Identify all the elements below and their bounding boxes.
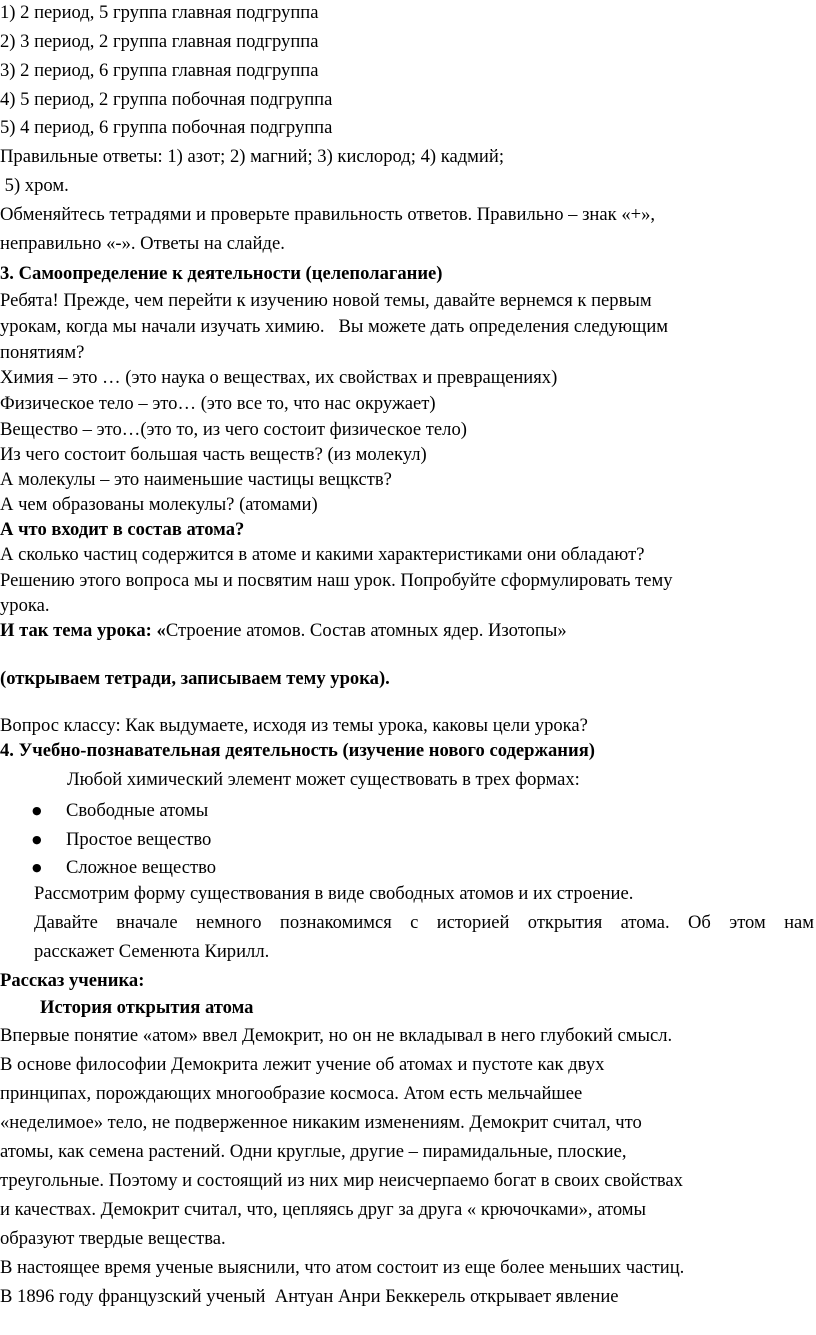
story-line-5: атомы, как семена растений. Одни круглые, другие – пирамидальные, плоские,: [0, 1141, 627, 1162]
atom-question: А что входит в состав атома?: [0, 519, 245, 540]
story-line-1: Впервые понятие «атом» ввел Демокрит, но он не вкладывал в него глубокий смысл.: [0, 1025, 673, 1046]
qa-line-2: Физическое тело – это… (это все то, что нас окружает): [0, 393, 436, 414]
bullet-icon: ●: [32, 833, 42, 846]
correct-answers-line-1: Правильные ответы: 1) азот; 2) магний; 3) кислород; 4) кадмий;: [0, 146, 505, 167]
correct-answers-line-2: 5) хром.: [0, 175, 69, 196]
section-4-heading: 4. Учебно-познавательная деятельность (изучение нового содержания): [0, 740, 595, 761]
qa-line-1: Химия – это … (это наука о веществах, их свойствах и превращениях): [0, 367, 558, 388]
qa-line-4: Из чего состоит большая часть веществ? (из молекул): [0, 444, 427, 465]
answer-item-3: 3) 2 период, 6 группа главная подгруппа: [0, 60, 319, 81]
qa-line-6: А чем образованы молекулы? (атомами): [0, 494, 318, 515]
story-line-10: В 1896 году французский ученый Антуан Анри Беккерель открывает явление: [0, 1286, 619, 1307]
story-title: История открытия атома: [40, 997, 254, 1018]
bullet-icon: ●: [32, 804, 42, 817]
form-item-3: Сложное вещество: [66, 857, 217, 878]
lesson-topic-label: И так тема урока: «: [0, 620, 166, 641]
answer-item-4: 4) 5 период, 2 группа побочная подгруппа: [0, 89, 333, 110]
story-line-8: образуют твердые вещества.: [0, 1228, 226, 1249]
form-item-1: Свободные атомы: [66, 800, 209, 821]
exchange-line-1: Обменяйтесь тетрадями и проверьте правильность ответов. Правильно – знак «+»,: [0, 204, 656, 225]
intro-line-2: урокам, когда мы начали изучать химию. Вы можете дать определения следующим: [0, 316, 669, 337]
class-question: Вопрос классу: Как выдумаете, исходя из темы урока, каковы цели урока?: [0, 715, 588, 736]
consider-line-1: Рассмотрим форму существования в виде свободных атомов и их строение.: [34, 883, 634, 904]
student-story-label: Рассказ ученика:: [0, 970, 145, 991]
story-line-2: В основе философии Демокрита лежит учение об атомах и пустоте как двух: [0, 1054, 605, 1075]
story-line-6: треугольные. Поэтому и состоящий из них мир неисчерпаемо богат в своих свойствах: [0, 1170, 683, 1191]
exchange-line-2: неправильно «-». Ответы на слайде.: [0, 233, 285, 254]
story-line-9: В настоящее время ученые выяснили, что атом состоит из еще более меньших частиц.: [0, 1257, 685, 1278]
answer-item-5: 5) 4 период, 6 группа побочная подгруппа: [0, 117, 333, 138]
form-item-2: Простое вещество: [66, 829, 212, 850]
answer-item-1: 1) 2 период, 5 группа главная подгруппа: [0, 2, 319, 23]
answer-item-2: 2) 3 период, 2 группа главная подгруппа: [0, 31, 319, 52]
lesson-topic: [0, 620, 567, 642]
particles-line-2: Решению этого вопроса мы и посвятим наш урок. Попробуйте сформулировать тему: [0, 570, 673, 591]
bullet-icon: ●: [32, 861, 42, 874]
story-line-3: принципах, порождающих многообразие космоса. Атом есть мельчайшее: [0, 1083, 583, 1104]
particles-line-1: А сколько частиц содержится в атоме и какими характеристиками они обладают?: [0, 544, 645, 565]
consider-line-2: Давайте вначале немного познакомимся с историей открытия атома. Об этом нам: [34, 912, 814, 933]
consider-line-3: расскажет Семенюта Кирилл.: [34, 941, 270, 962]
lesson-topic-text: Строение атомов. Состав атомных ядер. Изотопы»: [165, 620, 567, 641]
particles-line-3: урока.: [0, 595, 50, 616]
forms-intro: Любой химический элемент может существовать в трех формах:: [67, 769, 580, 790]
qa-line-3: Вещество – это…(это то, из чего состоит физическое тело): [0, 419, 467, 440]
qa-line-5: А молекулы – это наименьшие частицы вещкств?: [0, 469, 392, 490]
story-line-7: и качествах. Демокрит считал, что, цепляясь друг за друга « крючочками», атомы: [0, 1199, 647, 1220]
intro-line-3: понятиям?: [0, 342, 85, 363]
notebook-note: (открываем тетради, записываем тему урока).: [0, 668, 390, 689]
story-line-4: «неделимое» тело, не подверженное никаким изменениям. Демокрит считал, что: [0, 1112, 642, 1133]
section-3-heading: 3. Самоопределение к деятельности (целеполагание): [0, 263, 443, 284]
intro-line-1: Ребята! Прежде, чем перейти к изучению новой темы, давайте вернемся к первым: [0, 290, 652, 311]
